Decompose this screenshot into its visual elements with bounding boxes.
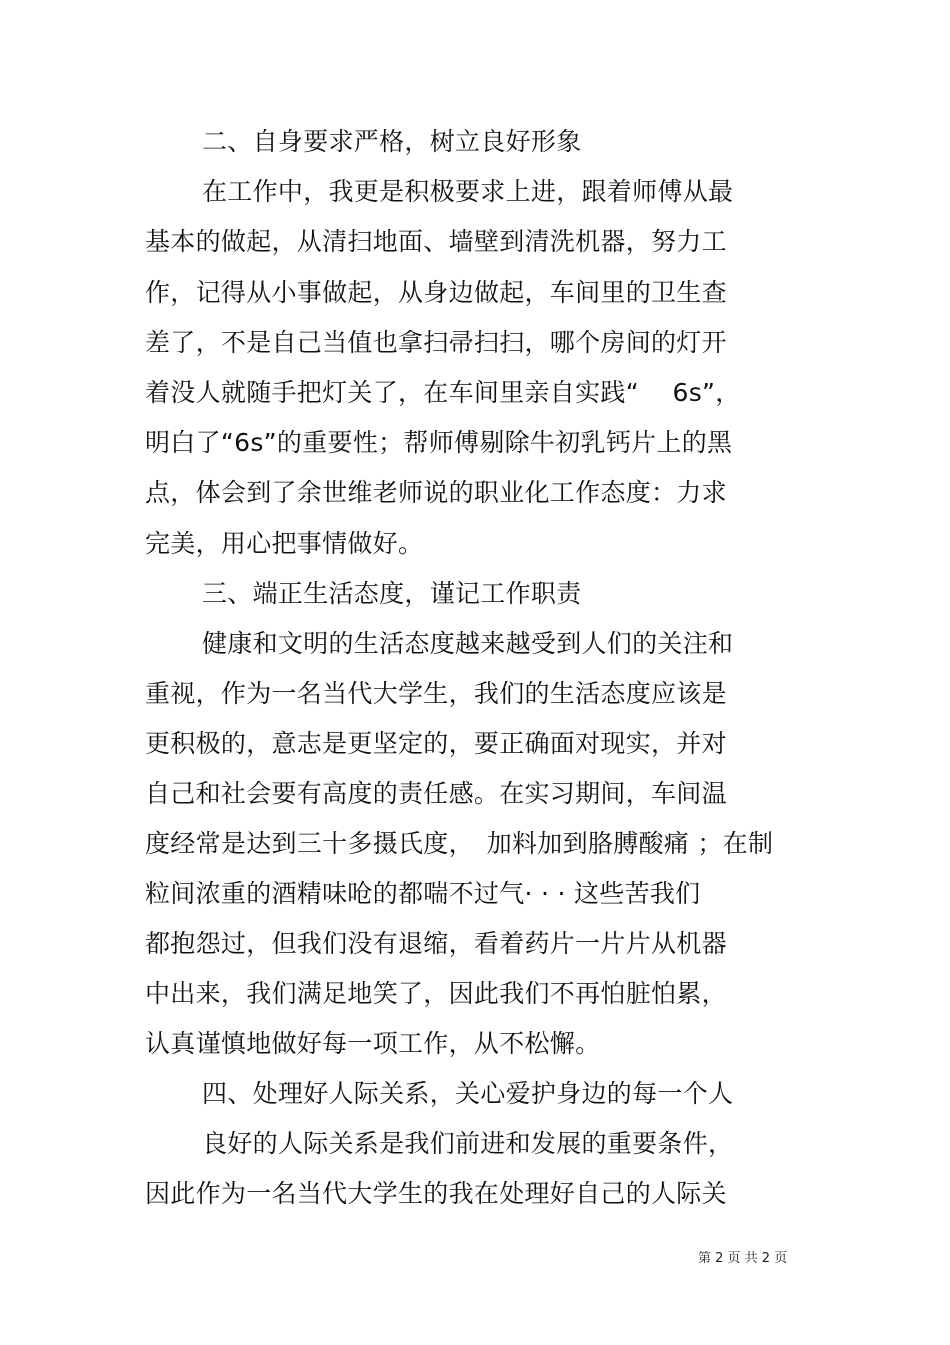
- paragraph-line: 基本的做起，从清扫地面、墙壁到清洗机器，努力工: [145, 227, 727, 256]
- paragraph-line: 重视，作为一名当代大学生，我们的生活态度应该是: [145, 679, 727, 708]
- paragraph-line: 中出来，我们满足地笑了，因此我们不再怕脏怕累，: [145, 979, 727, 1008]
- paragraph-line: 作，记得从小事做起，从身边做起，车间里的卫生查: [145, 278, 727, 307]
- paragraph-line: 度经常是达到三十多摄氏度， 加料加到胳膊酸痛 ；在制: [145, 829, 774, 858]
- paragraph-line: 健康和文明的生活态度越来越受到人们的关注和: [202, 629, 734, 658]
- paragraph-line: 着没人就随手把灯关了，在车间里亲自实践“ 6s”，: [145, 378, 741, 407]
- paragraph-line: 完美，用心把事情做好。: [145, 529, 424, 558]
- paragraph-line: 良好的人际关系是我们前进和发展的重要条件，: [202, 1129, 734, 1158]
- paragraph-line: 在工作中，我更是积极要求上进，跟着师傅从最: [202, 177, 734, 206]
- paragraph-line: 点，体会到了余世维老师说的职业化工作态度：力求: [145, 478, 727, 507]
- paragraph-line: 明白了“6s”的重要性；帮师傅剔除牛初乳钙片上的黑: [145, 428, 733, 457]
- page-number-footer: 第 2 页 共 2 页: [698, 1251, 788, 1266]
- paragraph-line: 粒间浓重的酒精味呛的都喘不过气· · · 这些苦我们: [145, 879, 701, 908]
- paragraph-line: 认真谨慎地做好每一项工作，从不松懈。: [145, 1029, 601, 1058]
- heading-section-3: 三、端正生活态度，谨记工作职责: [202, 579, 582, 608]
- paragraph-line: 都抱怨过，但我们没有退缩，看着药片一片片从机器: [145, 929, 727, 958]
- paragraph-line: 因此作为一名当代大学生的我在处理好自己的人际关: [145, 1179, 727, 1208]
- paragraph-line: 自己和社会要有高度的责任感。在实习期间，车间温: [145, 779, 727, 808]
- paragraph-line: 差了，不是自己当值也拿扫帚扫扫，哪个房间的灯开: [145, 328, 727, 357]
- paragraph-line: 更积极的，意志是更坚定的，要正确面对现实，并对: [145, 729, 727, 758]
- heading-section-2: 二、自身要求严格，树立良好形象: [202, 127, 582, 156]
- heading-section-4: 四、处理好人际关系，关心爱护身边的每一个人: [202, 1079, 734, 1108]
